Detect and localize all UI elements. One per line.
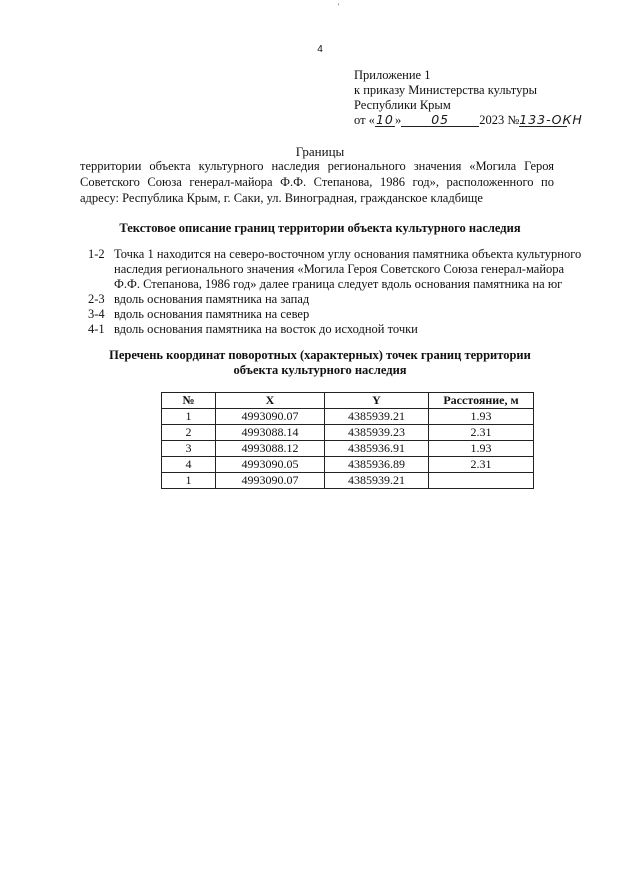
- table-heading: Перечень координат поворотных (характерных) точек границ территории объекта культурного наследия: [109, 348, 531, 377]
- table-row: [162, 457, 534, 473]
- cell-x: 4993088.12: [216, 441, 325, 457]
- description-text: вдоль основания памятника на запад: [114, 292, 310, 306]
- header-y: Y: [325, 393, 429, 409]
- coordinates-table: [161, 392, 534, 489]
- date-day: 10: [375, 112, 394, 127]
- date-year: 2023 №: [479, 113, 520, 127]
- description-segment: 2-3: [88, 292, 105, 306]
- table-header-row: [162, 393, 534, 409]
- document-title: Границы: [295, 144, 345, 159]
- description-item: [88, 307, 588, 322]
- approval-date-line: [354, 112, 583, 128]
- approval-block: [354, 68, 583, 128]
- header-number: №: [162, 393, 216, 409]
- approval-line-3: Республики Крым: [354, 98, 451, 112]
- description-item: [88, 322, 588, 337]
- cell-x: 4993090.05: [216, 457, 325, 473]
- cell-distance: [429, 473, 534, 489]
- cell-y: 4385936.89: [325, 457, 429, 473]
- date-mid: »: [394, 113, 402, 127]
- cell-number: 2: [162, 425, 216, 441]
- date-month: 05: [401, 113, 479, 127]
- description-text: вдоль основания памятника на север: [114, 307, 310, 321]
- approval-line-1: Приложение 1: [354, 68, 431, 82]
- cell-y: 4385936.91: [325, 441, 429, 457]
- table-row: [162, 425, 534, 441]
- date-prefix: от «: [354, 113, 375, 127]
- description-text: вдоль основания памятника на восток до исходной точки: [114, 322, 418, 336]
- cell-y: 4385939.23: [325, 425, 429, 441]
- description-item: [88, 247, 588, 292]
- cell-y: 4385939.21: [325, 473, 429, 489]
- scan-mark: ': [338, 2, 340, 11]
- description-text: Точка 1 находится на северо-восточном углу основания памятника объекта культурного наследия регионального значения «Могила Героя Советского Союза генерал-майора Ф.Ф. Степанова, 1986 год» далее граница следует вдоль основания памятника на юг: [114, 247, 582, 291]
- cell-y: 4385939.21: [325, 409, 429, 425]
- cell-distance: 1.93: [429, 441, 534, 457]
- header-distance: Расстояние, м: [429, 393, 534, 409]
- cell-distance: 2.31: [429, 425, 534, 441]
- order-number: 133-ОКН: [519, 112, 583, 127]
- cell-number: 1: [162, 473, 216, 489]
- description-segment: 4-1: [88, 322, 105, 336]
- cell-x: 4993090.07: [216, 473, 325, 489]
- section-heading: Текстовое описание границ территории объекта культурного наследия: [119, 221, 521, 235]
- boundary-description: [88, 247, 588, 337]
- cell-number: 1: [162, 409, 216, 425]
- description-item: [88, 292, 588, 307]
- page-number: 4: [317, 44, 323, 55]
- description-segment: 3-4: [88, 307, 105, 321]
- table-row: [162, 409, 534, 425]
- table-row: [162, 473, 534, 489]
- document-intro: территории объекта культурного наследия регионального значения «Могила Героя Советского Союза генерал-майора Ф.Ф. Степанова, 1986 год», расположенного по адресу: Республика Крым, г. Саки, ул. Виноградная, гражданское кладбище: [80, 159, 554, 205]
- cell-x: 4993088.14: [216, 425, 325, 441]
- cell-x: 4993090.07: [216, 409, 325, 425]
- header-x: X: [216, 393, 325, 409]
- table-row: [162, 441, 534, 457]
- description-segment: 1-2: [88, 247, 105, 261]
- cell-number: 3: [162, 441, 216, 457]
- cell-distance: 2.31: [429, 457, 534, 473]
- approval-line-2: к приказу Министерства культуры: [354, 83, 537, 97]
- cell-distance: 1.93: [429, 409, 534, 425]
- cell-number: 4: [162, 457, 216, 473]
